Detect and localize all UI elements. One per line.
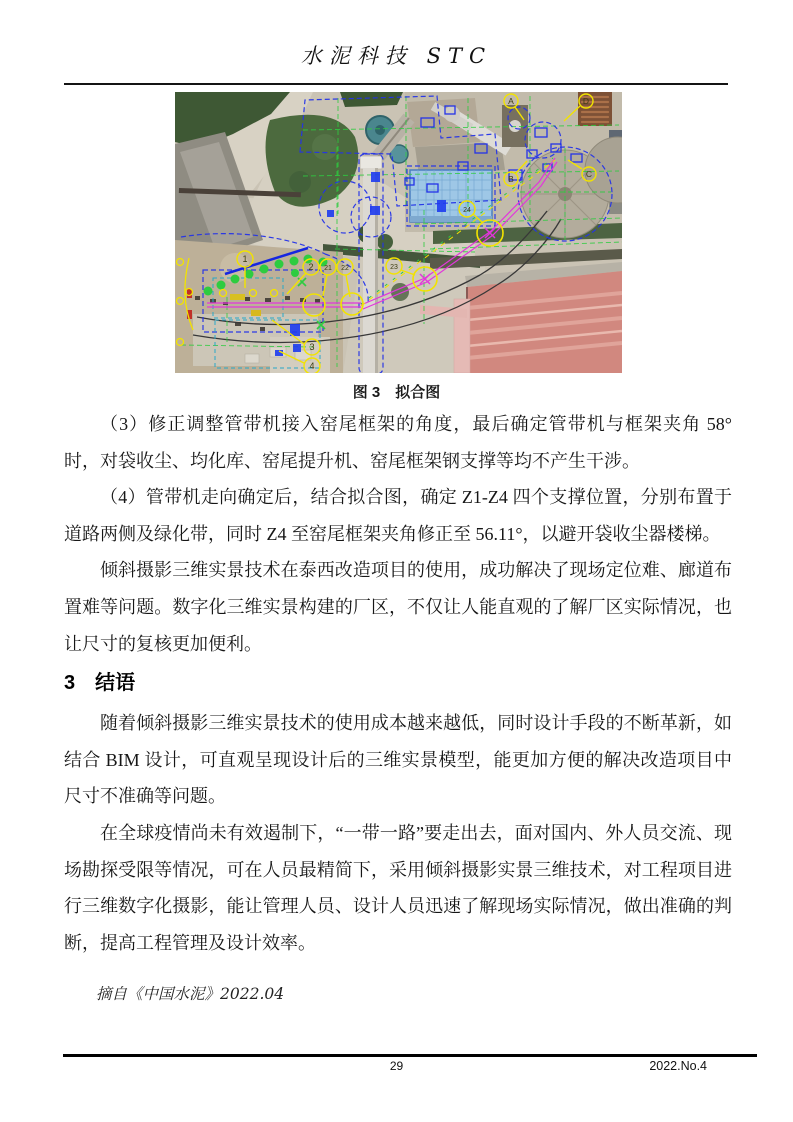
figure-label-23: 23 <box>390 264 398 271</box>
page-number: 29 <box>389 1059 404 1073</box>
article-body <box>64 406 732 1005</box>
paragraph-conclusion-1: 随着倾斜摄影三维实景技术的使用成本越来越低，同时设计手段的不断革新，如结合 BIM 设计，可直观呈现设计后的三维实景模型，能更加方便的解决改造项目中尺寸不准确等问题。 <box>64 713 732 807</box>
figure-label-c: C <box>585 169 593 179</box>
figure-label-1: 1 <box>242 254 248 264</box>
figure-label-b: B <box>508 174 514 184</box>
figure-label-21: 21 <box>324 265 332 272</box>
figure-label-a: A <box>508 96 514 106</box>
figure-label-24: 24 <box>463 207 471 214</box>
paragraph-conclusion-2: 在全球疫情尚未有效遏制下，“一带一路”要走出去，面对国内、外人员交流、现场勘探受限等情况，可在人员最精简下，采用倾斜摄影实景三维技术，对工程项目进行三维数字化摄影，能让管理人员、设计人员迅速了解现场实际情况，做出准确的判断，提高工程管理及设计效率。 <box>64 822 732 953</box>
figure-caption: 图 3 拟合图 <box>352 384 441 401</box>
paragraph-point-3: （3）修正调整管带机接入窑尾框架的角度，最后确定管带机与框架夹角 58°时，对袋收尘、均化库、窑尾提升机、窑尾框架钢支撑等均不产生干涉。 <box>64 414 732 471</box>
figure-label-4: 4 <box>309 361 315 371</box>
source-attribution: 摘自《中国水泥》2022.04 <box>96 985 285 1004</box>
paragraph-point-4: （4）管带机走向确定后，结合拟合图，确定 Z1-Z4 四个支撑位置，分别布置于道路两侧及绿化带，同时 Z4 至窑尾框架夹角修正至 56.11°，以避开袋收尘器楼梯。 <box>64 487 732 544</box>
figure-3 <box>175 92 622 373</box>
figure-label-d: D <box>582 96 590 106</box>
figure-label-22: 22 <box>341 265 349 272</box>
paragraph-summary: 倾斜摄影三维实景技术在泰西改造项目的使用，成功解决了现场定位难、廊道布置难等问题。数字化三维实景构建的厂区，不仅让人能直观的了解厂区实际情况，也让尺寸的复核更加便利。 <box>64 560 732 654</box>
figure-label-3: 3 <box>309 342 315 352</box>
fitted-diagram-aerial-image <box>175 92 622 373</box>
journal-header-title: 水泥科技 STC <box>300 44 493 68</box>
figure-label-2: 2 <box>308 262 314 272</box>
issue-number: 2022.No.4 <box>649 1059 707 1073</box>
section-heading-conclusion: 3 结语 <box>64 672 136 695</box>
footer-rule <box>63 1054 757 1057</box>
header-rule <box>64 83 728 85</box>
